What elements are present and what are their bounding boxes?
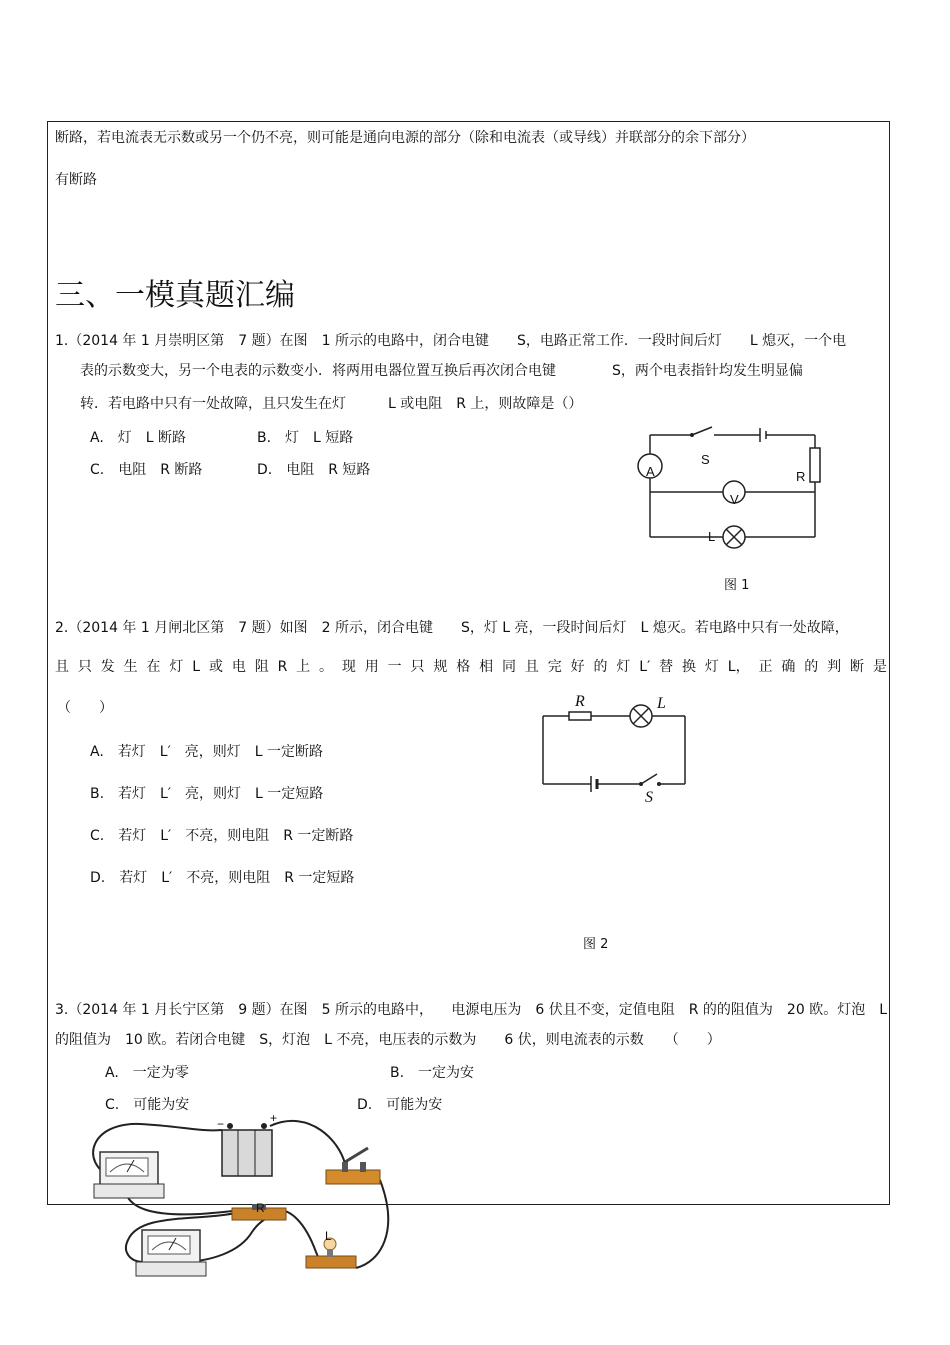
- q2-line-2-char: L′: [639, 659, 651, 675]
- figure-2-label-r: R: [575, 693, 585, 710]
- q2-line-3: （ ）: [57, 700, 113, 716]
- figure-3-battery: [222, 1123, 272, 1176]
- q2-line-2-char: 正: [758, 659, 773, 675]
- q2-line-2-char: 在: [146, 659, 161, 675]
- q2-line-2-char: 且: [55, 659, 69, 675]
- q2-line-2-char: 格: [456, 659, 471, 675]
- q2-option-b: B. 若灯 L′ 亮，则灯 L 一定短路: [90, 786, 324, 802]
- q2-line-1: 2.（2014 年 1 月闸北区第 7 题）如图 2 所示，闭合电键 S，灯 L 亮，一段时间后灯 L 熄灭。若电路中只有一处故障，: [55, 620, 849, 636]
- q2-line-2-char: 生: [123, 659, 138, 675]
- q2-line-2-char: 确: [781, 659, 796, 675]
- figure-1-label-v: V: [730, 492, 739, 507]
- figure-3-label-l: L: [325, 1229, 332, 1243]
- q2-line-2-char: 灯: [169, 659, 184, 675]
- figure-3-label-plus: +: [270, 1112, 278, 1125]
- q2-option-c: C. 若灯 L′ 不亮，则电阻 R 一定断路: [90, 828, 354, 844]
- q2-line-2-char: 完: [547, 659, 562, 675]
- q2-line-2-char: 阻: [254, 659, 269, 675]
- q2-line-2-char: 好: [570, 659, 585, 675]
- q3-option-a: A. 一定为零: [105, 1065, 189, 1081]
- q2-line-2-char: 且: [524, 659, 539, 675]
- q2-line-2-char: R: [277, 659, 288, 675]
- figure-2-circuit: [533, 688, 701, 806]
- figure-1-circuit: [630, 420, 830, 550]
- q2-line-2-char: 同: [502, 659, 517, 675]
- q2-option-d: D. 若灯 L′ 不亮，则电阻 R 一定短路: [90, 870, 355, 886]
- figure-1-label-r: R: [796, 469, 806, 484]
- q1-line-1: 1.（2014 年 1 月崇明区第 7 题）在图 1 所示的电路中，闭合电键 S，电路正常工作．一段时间后灯 L 熄灭，一个电: [55, 333, 847, 349]
- figure-3-physical-circuit: [80, 1112, 400, 1297]
- q3-option-d: D. 可能为安: [357, 1097, 443, 1113]
- q3-option-b: B. 一定为安: [390, 1065, 475, 1081]
- figure-3-ammeter: [94, 1152, 164, 1198]
- q3-line-1-part-1: 3.（2014 年 1 月长宁区第 9 题）在图 5 所示的电路中，: [55, 1002, 433, 1018]
- q3-line-1: [55, 1000, 887, 1020]
- q2-line-2-char: 换: [682, 659, 697, 675]
- q2-line-2-char: 断: [849, 659, 864, 675]
- q3-line-1-part-2: 电源电压为 6 伏且不变，定值电阻 R 的的阻值为 20 欧。灯泡 L: [451, 1002, 887, 1018]
- q2-line-2-char: L，: [727, 659, 750, 675]
- figure-1-label-s: S: [701, 452, 710, 467]
- q1-line-3: 转．若电路中只有一处故障，且只发生在灯 L 或电阻 R 上，则故障是（）: [80, 396, 583, 412]
- intro-line-1: 断路，若电流表无示数或另一个仍不亮，则可能是通向电源的部分（除和电流表（或导线）并联部分的余下部分）: [55, 130, 755, 146]
- figure-1-caption: 图 1: [724, 578, 750, 593]
- figure-1-label-a: A: [646, 464, 655, 479]
- q1-option-b: B. 灯 L 短路: [257, 430, 354, 446]
- figure-2-label-s: S: [645, 789, 653, 806]
- section-title: 三、一模真题汇编: [55, 278, 295, 313]
- q2-line-2-char: 或: [208, 659, 223, 675]
- q2-line-2: [55, 657, 887, 677]
- q2-line-2-char: 电: [231, 659, 246, 675]
- figure-2-caption: 图 2: [583, 937, 609, 952]
- q2-line-2-char: 发: [100, 659, 115, 675]
- q2-line-2-char: 相: [479, 659, 494, 675]
- q2-line-2-char: 用: [364, 659, 379, 675]
- q2-line-2-char: 的: [804, 659, 819, 675]
- q2-line-2-char: 是: [872, 659, 887, 675]
- figure-1-label-l: L: [708, 529, 716, 544]
- q2-line-2-char: 一: [387, 659, 402, 675]
- q2-line-2-char: L: [192, 659, 201, 675]
- figure-2-label-l: L: [657, 695, 666, 712]
- q2-option-a: A. 若灯 L′ 亮，则灯 L 一定断路: [90, 744, 324, 760]
- q2-line-2-char: 上: [296, 659, 311, 675]
- q1-option-a: A. 灯 L 断路: [90, 430, 187, 446]
- q1-option-d: D. 电阻 R 短路: [257, 462, 371, 478]
- q2-line-2-char: 规: [433, 659, 448, 675]
- figure-3-label-r: R: [256, 1201, 265, 1215]
- q2-line-2-char: 替: [659, 659, 674, 675]
- figure-3-voltmeter: [136, 1230, 206, 1276]
- intro-line-2: 有断路: [55, 172, 97, 188]
- q1-line-2: 表的示数变大，另一个电表的示数变小．将两用电器位置互换后再次闭合电键 S，两个电表指针均发生明显偏: [80, 363, 803, 379]
- q2-line-2-char: 判: [827, 659, 842, 675]
- q2-line-2-char: 只: [77, 659, 92, 675]
- figure-3-switch: [326, 1148, 380, 1184]
- q2-line-2-char: 。: [319, 659, 334, 675]
- q2-line-2-char: 灯: [704, 659, 719, 675]
- q2-line-2-char: 现: [341, 659, 356, 675]
- q1-option-c: C. 电阻 R 断路: [90, 462, 203, 478]
- q2-line-2-char: 灯: [616, 659, 631, 675]
- q2-line-2-char: 的: [593, 659, 608, 675]
- q3-line-2: 的阻值为 10 欧。若闭合电键 S，灯泡 L 不亮，电压表的示数为 6 伏，则电流表的示数 （ ）: [55, 1032, 721, 1048]
- q3-option-c: C. 可能为安: [105, 1097, 190, 1113]
- figure-3-label-minus: −: [217, 1117, 225, 1131]
- q2-line-2-char: 只: [410, 659, 425, 675]
